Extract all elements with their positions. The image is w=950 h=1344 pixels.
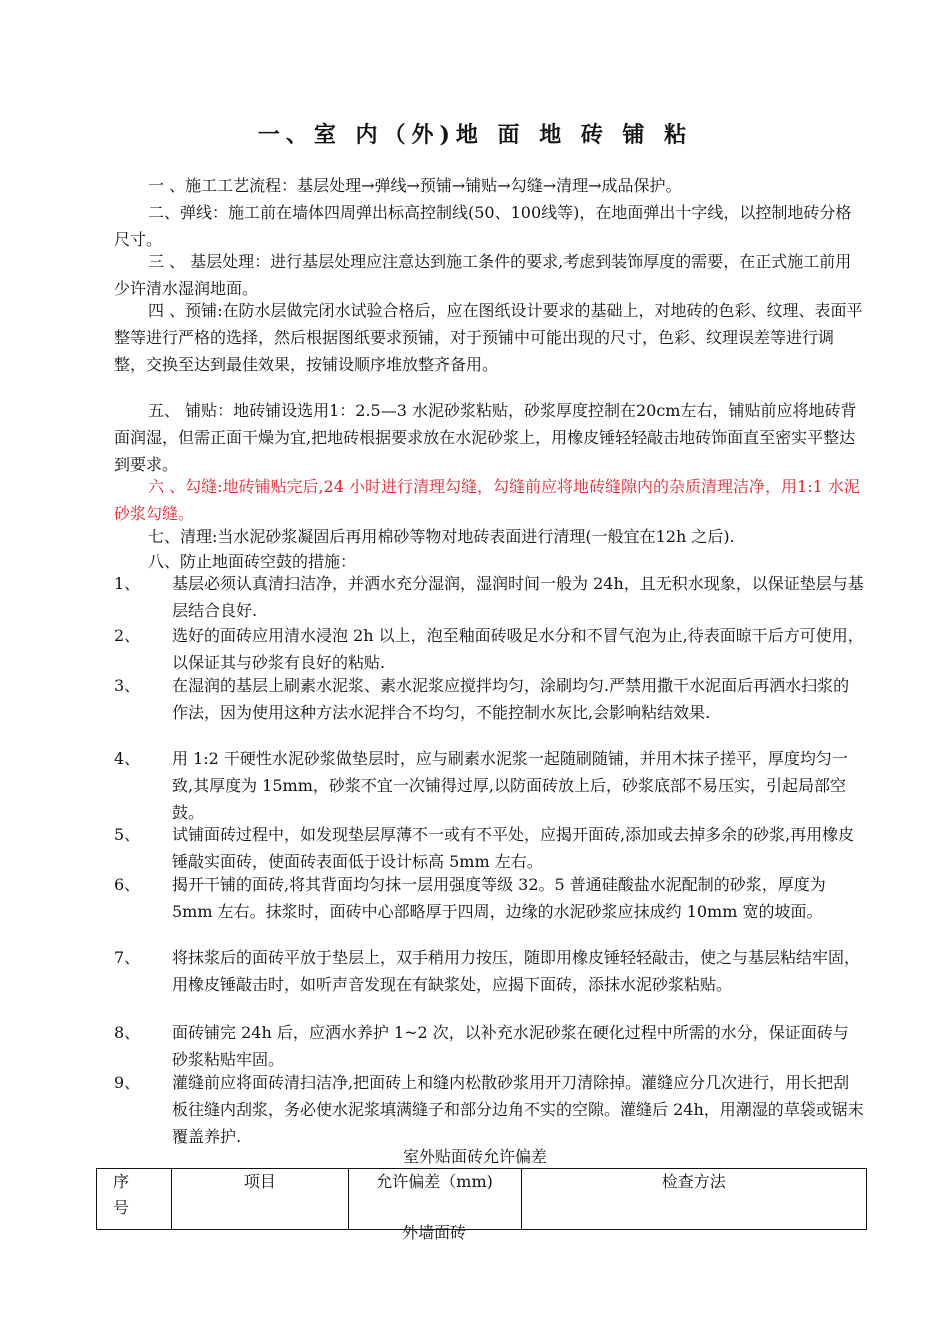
paragraph-7: 七、清理:当水泥砂浆凝固后再用棉砂等物对地砖表面进行清理(一般宜在12h 之后). — [148, 527, 735, 546]
list-item-text: 将抹浆后的面砖平放于垫层上，双手稍用力按压，随即用橡皮锤轻轻敲击，使之与基层粘结牢固，用橡皮锤敲击时，如听声音发现在有缺浆处，应揭下面砖，添抹水泥砂浆粘贴。 — [172, 948, 861, 994]
list-item-text: 试铺面砖过程中，如发现垫层厚薄不一或有不平处，应揭开面砖,添加或去掉多余的砂浆,再用橡皮锤敲实面砖，使面砖表面低于设计标高 5mm 左右。 — [172, 825, 855, 871]
list-item-number: 9、 — [114, 1073, 141, 1092]
list-item — [114, 1019, 864, 1073]
table-caption: 室外贴面砖允许偏差 — [402, 1147, 547, 1166]
table-subheader: 外墙面砖 — [401, 1223, 466, 1242]
list-item-number: 7、 — [114, 948, 141, 967]
list-item — [114, 1069, 864, 1150]
list-item-text: 选好的面砖应用清水浸泡 2h 以上，泡至釉面砖吸足水分和不冒气泡为止,待表面晾干后方可使用，以保证其与砂浆有良好的粘贴. — [172, 626, 864, 672]
paragraph-3: 三 、 基层处理：进行基层处理应注意达到施工条件的要求,考虑到装饰厚度的需要，在正式施工前用少许清水湿润地面。 — [114, 252, 852, 298]
header-cell-tolerance: 允许偏差（mm) — [348, 1169, 521, 1230]
list-item — [114, 745, 864, 826]
list-item-text: 基层必须认真清扫洁净，并洒水充分湿润，湿润时间一般为 24h，且无积水现象，以保证垫层与基层结合良好. — [172, 574, 864, 620]
paragraph-6: 六 、勾缝:地砖铺贴完后,24 小时进行清理勾缝，勾缝前应将地砖缝隙内的杂质清理洁净，用1:1 水泥砂浆勾缝。 — [114, 477, 860, 523]
page-title: 一、室 内（外)地 面 地 砖 铺 粘 — [257, 122, 693, 148]
list-item-text: 用 1:2 干硬性水泥砂浆做垫层时，应与刷素水泥浆一起随刷随铺，并用木抹子搓平，厚度均匀一致,其厚度为 15mm，砂浆不宜一次铺得过厚,以防面砖放上后，砂浆底部不易压实，引起局部空鼓。 — [172, 749, 848, 822]
list-item-number: 2、 — [114, 626, 141, 645]
list-item-number: 3、 — [114, 676, 141, 695]
header-cell-method: 检查方法 — [521, 1169, 867, 1230]
list-item — [114, 871, 864, 925]
paragraph-4: 四 、预铺:在防水层做完闭水试验合格后，应在图纸设计要求的基础上，对地砖的色彩、纹理、表面平整等进行严格的选择，然后根据图纸要求预铺，对于预铺中可能出现的尺寸，色彩、纹理误差等进行调整，交换至达到最佳效果，按铺设顺序堆放整齐备用。 — [114, 301, 863, 374]
list-item-text: 灌缝前应将面砖清扫洁净,把面砖上和缝内松散砂浆用开刀清除掉。灌缝应分几次进行，用长把刮板往缝内刮浆，务必使水泥浆填满缝子和部分边角不实的空隙。灌缝后 24h，用潮湿的草袋或锯末覆盖养护. — [172, 1073, 864, 1146]
list-item — [114, 672, 864, 726]
paragraph-5: 五、 铺贴：地砖铺设选用1：2.5—3 水泥砂浆粘贴，砂浆厚度控制在20cm左右，铺贴前应将地砖背面润湿，但需正面干燥为宜,把地砖根据要求放在水泥砂浆上，用橡皮锤轻轻敲击地砖饰面直至密实平整达到要求。 — [114, 401, 857, 474]
list-item-number: 6、 — [114, 875, 141, 894]
paragraph-2: 二、弹线：施工前在墙体四周弹出标高控制线(50、100线等)，在地面弹出十字线，以控制地砖分格尺寸。 — [114, 203, 852, 249]
list-item — [114, 944, 864, 998]
list-item-text: 在湿润的基层上刷素水泥浆、素水泥浆应搅拌均匀，涂刷均匀.严禁用撒干水泥面后再洒水扫浆的作法，因为使用这种方法水泥拌合不均匀，不能控制水灰比,会影响粘结效果. — [172, 676, 850, 722]
header-cell-index: 序号 — [97, 1169, 172, 1230]
list-item-text: 揭开干铺的面砖,将其背面均匀抹一层用强度等级 32。5 普通硅酸盐水泥配制的砂浆，厚度为 5mm 左右。抹浆时，面砖中心部略厚于四周，边缘的水泥砂浆应抹成约 10mm 宽的坡面。 — [172, 875, 826, 921]
header-cell-item: 项目 — [171, 1169, 348, 1230]
paragraph-1: 一 、施工工艺流程：基层处理→弹线→预铺→铺贴→勾缝→清理→成品保护。 — [148, 176, 682, 195]
list-item — [114, 821, 864, 875]
list-item — [114, 622, 864, 676]
list-item — [114, 570, 864, 624]
list-item-number: 1、 — [114, 574, 141, 593]
list-item-number: 5、 — [114, 825, 141, 844]
paragraph-8: 八、防止地面砖空鼓的措施： — [148, 552, 357, 571]
list-item-number: 4、 — [114, 749, 141, 768]
list-item-text: 面砖铺完 24h 后，应洒水养护 1~2 次，以补充水泥砂浆在硬化过程中所需的水分，保证面砖与砂浆粘贴牢固。 — [172, 1023, 849, 1069]
list-item-number: 8、 — [114, 1023, 141, 1042]
